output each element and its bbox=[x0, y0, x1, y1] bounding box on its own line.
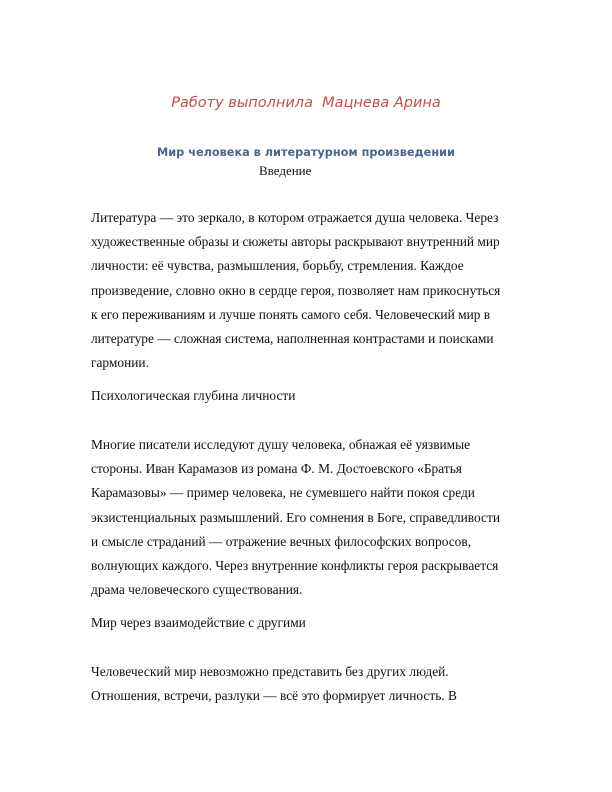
essay-title: Мир человека в литературном произведении bbox=[157, 146, 455, 159]
psychology-paragraph bbox=[91, 433, 531, 602]
paragraph-line: Отношения, встречи, разлуки — всё это формирует личность. В bbox=[91, 688, 457, 704]
paragraph-line: к его переживаниям и лучше понять самого себя. Человеческий мир в bbox=[91, 306, 491, 322]
paragraph-line: Литература — это зеркало, в котором отражается душа человека. Через bbox=[91, 210, 499, 225]
paragraph-line: гармонии. bbox=[91, 355, 149, 371]
paragraph-line: экзистенциальных размышлений. Его сомнения в Боге, справедливости bbox=[91, 509, 501, 525]
paragraph-line: драма человеческого существования. bbox=[91, 582, 303, 598]
relations-paragraph bbox=[91, 660, 531, 708]
paragraph-line: и смысле страданий — отражение вечных философских вопросов, bbox=[91, 533, 472, 549]
paragraph-line: произведение, словно окно в сердце героя, позволяет нам прикоснуться bbox=[91, 282, 501, 298]
section-heading-psychology: Психологическая глубина личности bbox=[91, 388, 296, 403]
paragraph-line: Человеческий мир невозможно представить без других людей. bbox=[91, 664, 449, 679]
paragraph-line: художественные образы и сюжеты авторы раскрывают внутренний мир bbox=[91, 234, 500, 250]
section-heading-relations: Мир через взаимодействие с другими bbox=[91, 615, 306, 630]
paragraph-line: стороны. Иван Карамазов из романа Ф. М. Достоевского «Братья bbox=[91, 461, 462, 477]
paragraph-line: Карамазовы» — пример человека, не сумевшего найти покоя среди bbox=[91, 485, 475, 501]
intro-heading: Введение bbox=[259, 163, 312, 178]
author-line: Работу выполнила Мацнева Арина bbox=[171, 95, 441, 111]
paragraph-line: волнующих каждого. Через внутренние конфликты героя раскрывается bbox=[91, 558, 499, 574]
paragraph-line: литературе — сложная система, наполненная контрастами и поисками bbox=[91, 331, 494, 347]
paragraph-line: личности: её чувства, размышления, борьбу, стремления. Каждое bbox=[91, 258, 464, 274]
intro-paragraph bbox=[91, 206, 531, 375]
paragraph-line: Многие писатели исследуют душу человека, обнажая её уязвимые bbox=[91, 437, 471, 452]
